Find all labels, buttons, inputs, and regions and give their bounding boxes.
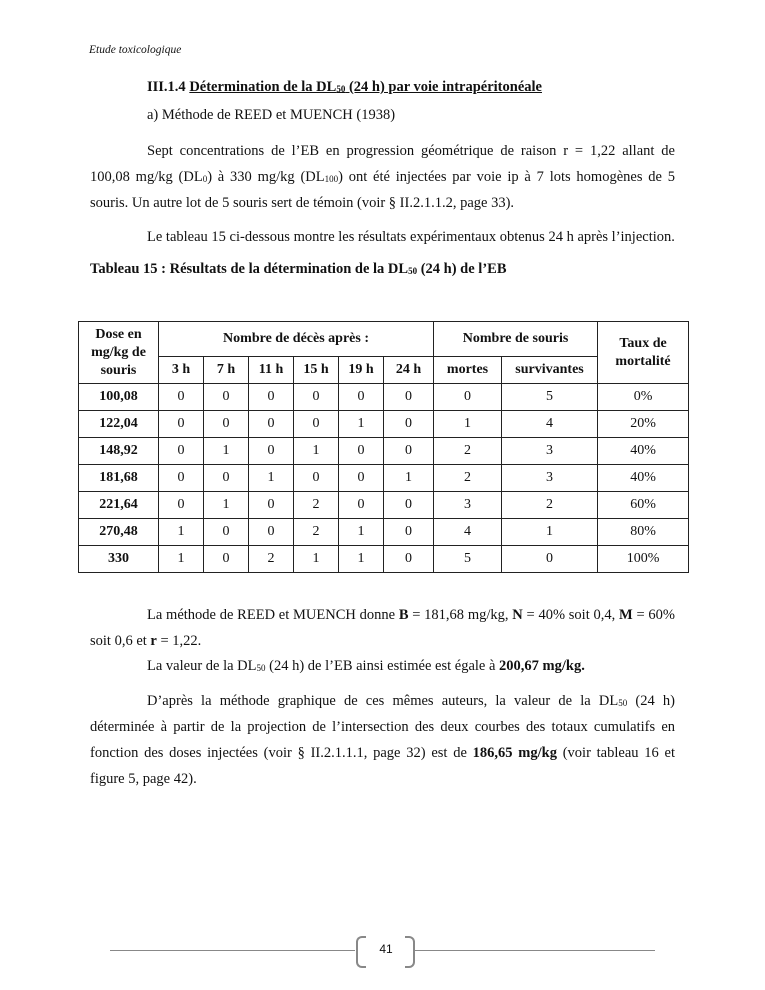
header-surviving-mice: survivantes [502, 357, 598, 384]
deaths-cell: 0 [204, 465, 249, 492]
deaths-cell: 2 [249, 546, 294, 573]
dead-cell: 5 [434, 546, 502, 573]
deaths-cell: 0 [339, 492, 384, 519]
deaths-cell: 0 [294, 411, 339, 438]
dose-cell: 122,04 [79, 411, 159, 438]
deaths-cell: 0 [159, 438, 204, 465]
deaths-cell: 1 [159, 519, 204, 546]
mortality-rate-cell: 0% [598, 384, 689, 411]
surviving-cell: 1 [502, 519, 598, 546]
page-footer [110, 932, 655, 968]
dead-cell: 1 [434, 411, 502, 438]
paragraph-table-intro: Le tableau 15 ci-dessous montre les résultats expérimentaux obtenus 24 h après l’injection. [147, 229, 675, 245]
footer-rule-left [110, 950, 355, 951]
deaths-cell: 0 [159, 384, 204, 411]
table-row [79, 492, 689, 519]
table-row [79, 411, 689, 438]
surviving-cell: 0 [502, 546, 598, 573]
table-row [79, 465, 689, 492]
section-number: III.1.4 [147, 79, 186, 95]
deaths-cell: 0 [204, 546, 249, 573]
page-number: 41 [379, 942, 393, 956]
table-row [79, 519, 689, 546]
dead-cell: 0 [434, 384, 502, 411]
deaths-cell: 0 [384, 492, 434, 519]
deaths-cell: 0 [339, 384, 384, 411]
deaths-cell: 0 [294, 465, 339, 492]
dose-cell: 148,92 [79, 438, 159, 465]
mortality-rate-cell: 80% [598, 519, 689, 546]
deaths-cell: 0 [249, 492, 294, 519]
table-caption: Tableau 15 : Résultats de la détermination de la $DL_{50}$ (24 h) de l’EB [90, 261, 507, 277]
header-dose: Dose en mg/kg de souris [79, 322, 159, 384]
footer-bracket-right [405, 936, 415, 968]
running-header: Etude toxicologique [89, 44, 182, 56]
deaths-cell: 0 [249, 438, 294, 465]
header-time: 11 h [249, 357, 294, 384]
deaths-cell: 2 [294, 492, 339, 519]
table-row [79, 438, 689, 465]
surviving-cell: 2 [502, 492, 598, 519]
dead-cell: 3 [434, 492, 502, 519]
table-row [79, 384, 689, 411]
dose-cell: 100,08 [79, 384, 159, 411]
deaths-cell: 1 [294, 438, 339, 465]
section-heading [90, 76, 675, 98]
dead-cell: 2 [434, 465, 502, 492]
surviving-cell: 3 [502, 465, 598, 492]
deaths-cell: 0 [384, 519, 434, 546]
deaths-cell: 0 [384, 384, 434, 411]
deaths-cell: 1 [339, 411, 384, 438]
deaths-cell: 0 [384, 411, 434, 438]
deaths-cell: 0 [249, 519, 294, 546]
mortality-rate-cell: 60% [598, 492, 689, 519]
deaths-cell: 0 [384, 546, 434, 573]
table-row [79, 546, 689, 573]
mortality-rate-cell: 100% [598, 546, 689, 573]
deaths-cell: 0 [294, 384, 339, 411]
deaths-cell: 0 [159, 411, 204, 438]
mortality-rate-cell: 40% [598, 465, 689, 492]
deaths-cell: 0 [339, 438, 384, 465]
results-text [90, 602, 675, 792]
header-time: 19 h [339, 357, 384, 384]
header-rate: Taux de mortalité [598, 322, 689, 384]
header-time: 24 h [384, 357, 434, 384]
deaths-cell: 0 [204, 411, 249, 438]
deaths-cell: 0 [339, 465, 384, 492]
paragraph-concentrations: Sept concentrations de l’EB en progression géométrique de raison r = 1,22 allant de 100,08 mg/kg $(DL_0)$ à 330 mg/kg $(DL_{100})$ ont été injectées par voie ip à 7 lots homogènes de 5 souris. Un autre lot de 5 souris sert de témoin (voir § II.2.1.1.2, page 33). [90, 143, 676, 211]
deaths-cell: 0 [249, 384, 294, 411]
dose-cell: 330 [79, 546, 159, 573]
deaths-cell: 1 [339, 546, 384, 573]
header-mice: Nombre de souris [434, 322, 598, 357]
deaths-cell: 1 [294, 546, 339, 573]
footer-bracket-left [356, 936, 366, 968]
results-table [78, 321, 689, 573]
deaths-cell: 0 [384, 438, 434, 465]
header-time: 3 h [159, 357, 204, 384]
surviving-cell: 3 [502, 438, 598, 465]
header-time: 15 h [294, 357, 339, 384]
header-deaths: Nombre de décès après : [159, 322, 434, 357]
header-dead-mice: mortes [434, 357, 502, 384]
footer-rule-right [415, 950, 655, 951]
deaths-cell: 0 [204, 519, 249, 546]
method-subheading: a) Méthode de REED et MUENCH (1938) [147, 107, 396, 123]
deaths-cell: 1 [159, 546, 204, 573]
deaths-cell: 0 [159, 465, 204, 492]
deaths-cell: 1 [204, 492, 249, 519]
deaths-cell: 0 [159, 492, 204, 519]
section-intro [90, 76, 675, 280]
header-time: 7 h [204, 357, 249, 384]
deaths-cell: 1 [384, 465, 434, 492]
dose-cell: 181,68 [79, 465, 159, 492]
deaths-cell: 1 [249, 465, 294, 492]
paragraph-graphic-method: D’après la méthode graphique de ces mêmes auteurs, la valeur de la $DL_{50}$ (24 h) déterminée à partir de la projection de l’intersection des deux courbes des totaux cumulatifs en fonction des doses injectées (voir § II.2.1.1.1, page 32) est de 186,65 mg/kg (voir tableau 16 et figure 5, page 42). [90, 693, 675, 787]
dose-cell: 221,64 [79, 492, 159, 519]
mortality-rate-cell: 40% [598, 438, 689, 465]
deaths-cell: 0 [204, 384, 249, 411]
dead-cell: 2 [434, 438, 502, 465]
dose-cell: 270,48 [79, 519, 159, 546]
deaths-cell: 2 [294, 519, 339, 546]
surviving-cell: 5 [502, 384, 598, 411]
paragraph-reed-muench: La méthode de REED et MUENCH donne B = 181,68 mg/kg, N = 40% soit 0,4, M = 60% soit 0,6 et r = 1,22. [90, 607, 675, 649]
section-title: Détermination de la $DL_{50}$ (24 h) par voie intrapéritonéale [189, 79, 542, 95]
dead-cell: 4 [434, 519, 502, 546]
deaths-cell: 0 [249, 411, 294, 438]
paragraph-dl50-estimate: La valeur de la $DL_{50}$ (24 h) de l’EB ainsi estimée est égale à 200,67 mg/kg. [147, 658, 585, 674]
deaths-cell: 1 [339, 519, 384, 546]
deaths-cell: 1 [204, 438, 249, 465]
mortality-rate-cell: 20% [598, 411, 689, 438]
surviving-cell: 4 [502, 411, 598, 438]
